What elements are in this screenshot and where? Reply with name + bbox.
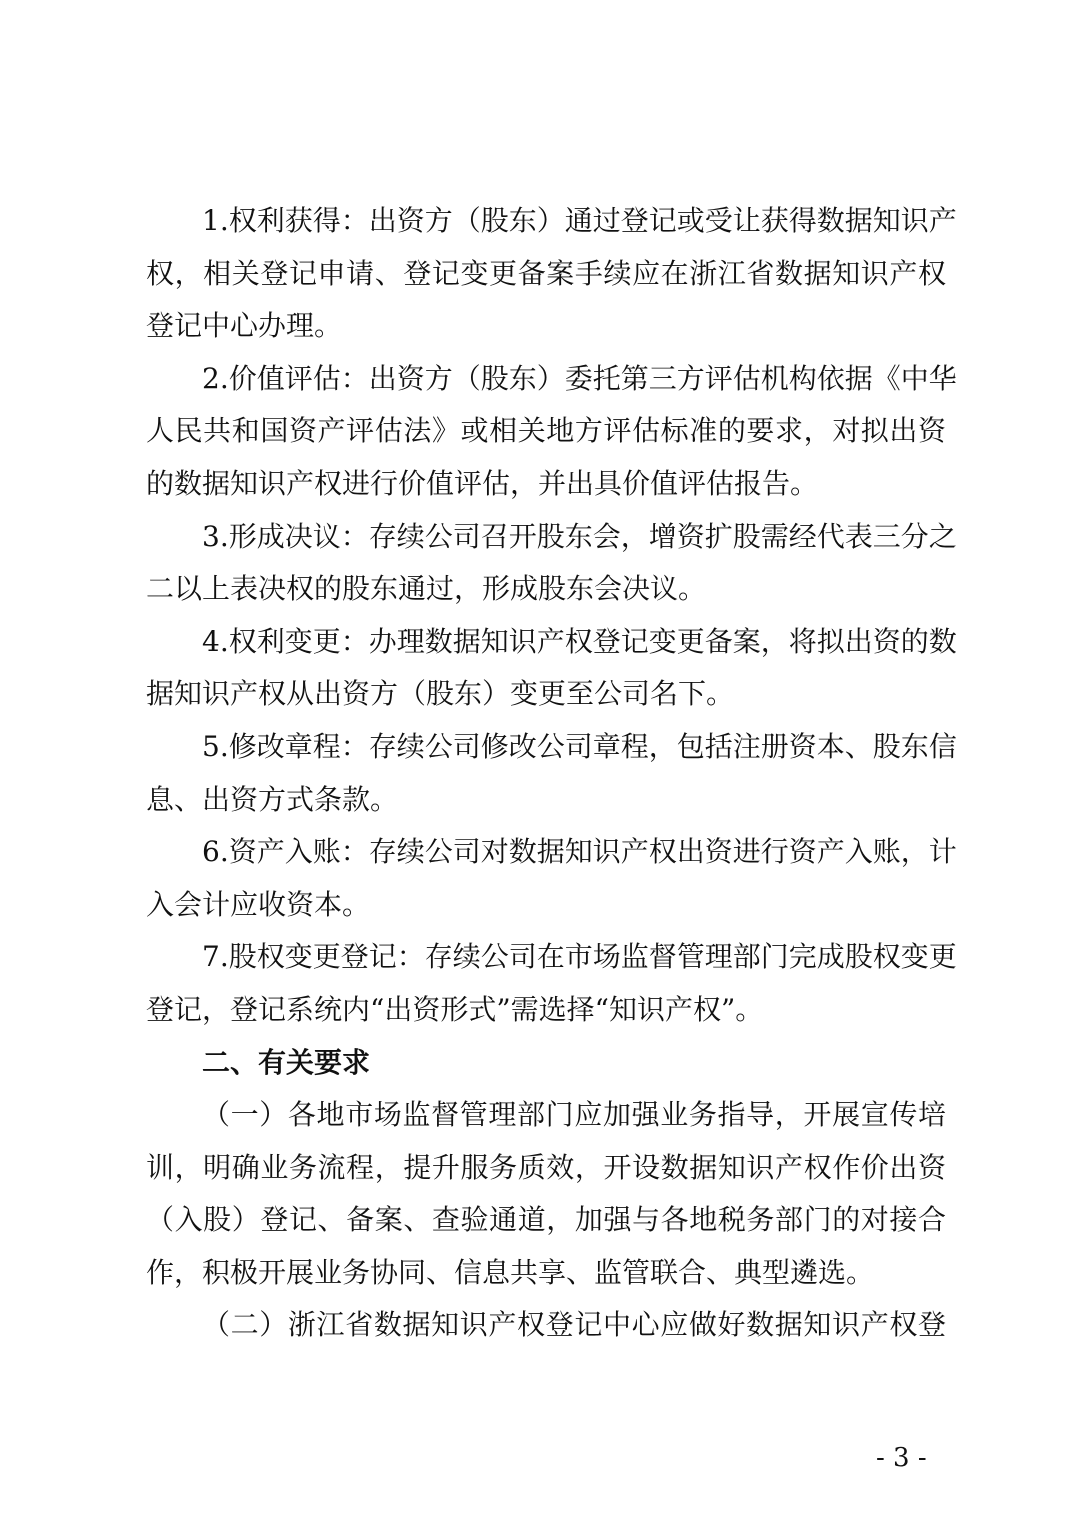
text-line: 权，相关登记申请、登记变更备案手续应在浙江省数据知识产权 (146, 256, 946, 290)
page-number: - 3 - (876, 1443, 927, 1473)
section-heading: 二、有关要求 (202, 1045, 371, 1079)
text-line: （二）浙江省数据知识产权登记中心应做好数据知识产权登 (202, 1308, 946, 1342)
text-line: 3.形成决议：存续公司召开股东会，增资扩股需经代表三分之 (202, 519, 957, 553)
text-line: 6.资产入账：存续公司对数据知识产权出资进行资产入账，计 (202, 835, 957, 869)
text-line: 作，积极开展业务协同、信息共享、监管联合、典型遴选。 (146, 1255, 875, 1289)
text-line: 的数据知识产权进行价值评估，并出具价值评估报告。 (146, 466, 819, 500)
text-line: 4.权利变更：办理数据知识产权登记变更备案，将拟出资的数 (202, 624, 957, 658)
text-line: 训，明确业务流程，提升服务质效，开设数据知识产权作价出资 (146, 1150, 946, 1184)
text-line: 人民共和国资产评估法》或相关地方评估标准的要求，对拟出资 (146, 414, 946, 448)
text-line: 登记中心办理。 (146, 309, 343, 343)
text-line: 二以上表决权的股东通过，形成股东会决议。 (146, 572, 707, 606)
document-body (146, 195, 957, 1352)
text-line: （一）各地市场监督管理部门应加强业务指导，开展宣传培 (202, 1098, 946, 1132)
text-line: 5.修改章程：存续公司修改公司章程，包括注册资本、股东信 (202, 729, 957, 763)
text-line: 息、出资方式条款。 (146, 782, 399, 816)
text-line: 1.权利获得：出资方（股东）通过登记或受让获得数据知识产 (202, 204, 957, 237)
text-line: 7.股权变更登记：存续公司在市场监督管理部门完成股权变更 (202, 940, 957, 974)
text-line: 登记，登记系统内“出资形式”需选择“知识产权”。 (146, 992, 764, 1026)
text-line: 2.价值评估：出资方（股东）委托第三方评估机构依据《中华 (202, 361, 957, 395)
text-line: 据知识产权从出资方（股东）变更至公司名下。 (146, 677, 735, 711)
text-line: 入会计应收资本。 (146, 887, 371, 921)
text-line: （入股）登记、备案、查验通道，加强与各地税务部门的对接合 (146, 1203, 946, 1237)
